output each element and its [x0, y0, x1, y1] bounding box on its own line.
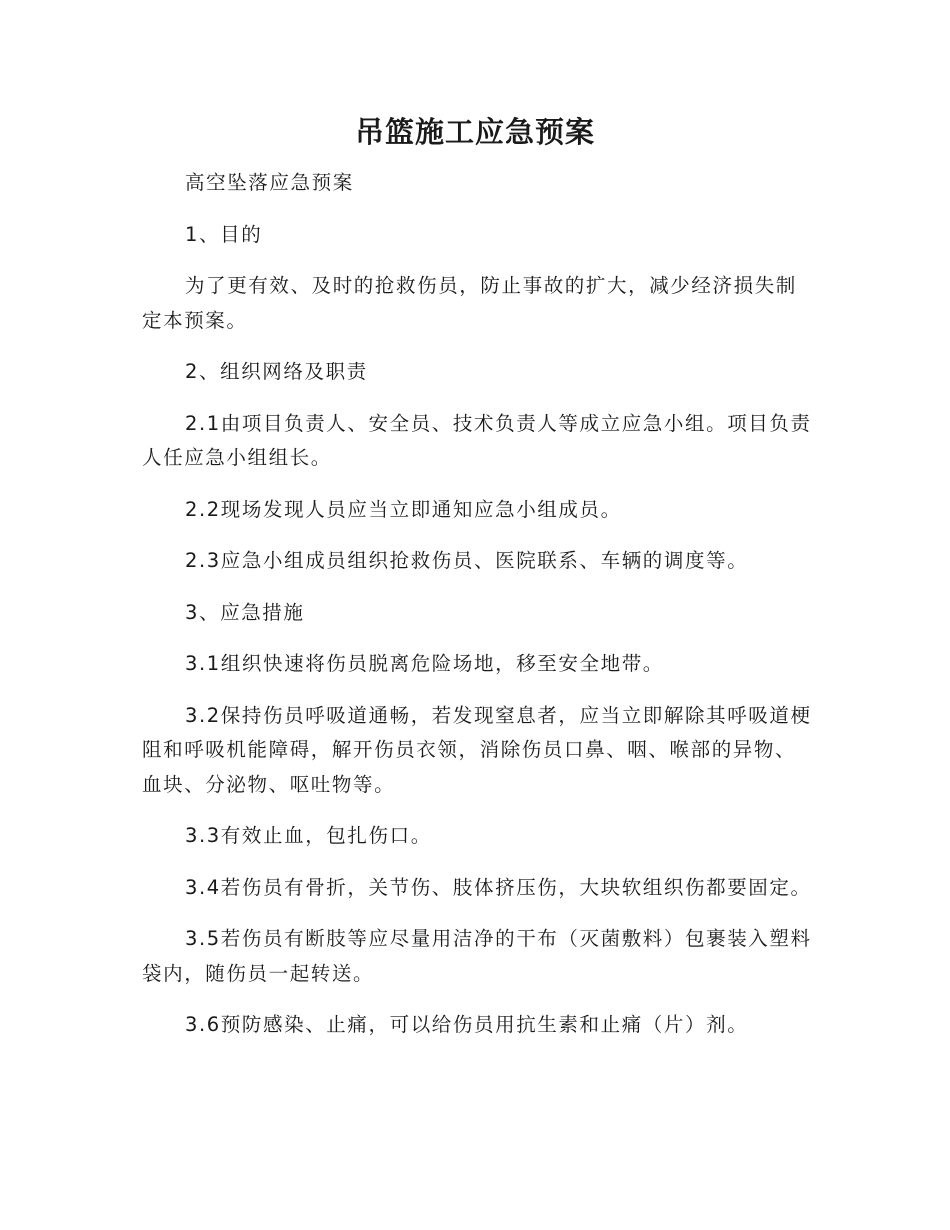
document-body	[142, 166, 812, 1060]
body-paragraph: 2.2现场发现人员应当立即通知应急小组成员。	[185, 497, 622, 521]
body-paragraph: 为了更有效、及时的抢救伤员，防止事故的扩大，减少经济损失制定本预案。	[142, 274, 797, 332]
body-paragraph: 3.1组织快速将伤员脱离危险场地，移至安全地带。	[185, 652, 664, 675]
section-heading: 3、应急措施	[185, 600, 305, 624]
section-heading: 2、组织网络及职责	[185, 360, 368, 383]
section-heading: 高空坠落应急预案	[185, 171, 354, 194]
body-paragraph: 3.3有效止血，包扎伤口。	[185, 824, 432, 847]
body-paragraph: 2.1由项目负责人、安全员、技术负责人等成立应急小组。项目负责人任应急小组组长。	[142, 411, 812, 469]
section-heading: 1、目的	[185, 222, 263, 246]
body-paragraph: 3.6预防感染、止痛，可以给伤员用抗生素和止痛（片）剂。	[185, 1013, 749, 1036]
body-paragraph: 3.2保持伤员呼吸道通畅，若发现窒息者，应当立即解除其呼吸道梗阻和呼吸机能障碍，解开伤员衣领，消除伤员口鼻、咽、喉部的异物、血块、分泌物、呕吐物等。	[142, 703, 812, 796]
body-paragraph: 3.5若伤员有断肢等应尽量用洁净的干布（灭菌敷料）包裹装入塑料袋内，随伤员一起转送。	[142, 927, 812, 985]
document-title: 吊篮施工应急预案	[354, 115, 595, 149]
body-paragraph: 3.4若伤员有骨折，关节伤、肢体挤压伤，大块软组织伤都要固定。	[185, 875, 812, 899]
body-paragraph: 2.3应急小组成员组织抢救伤员、医院联系、车辆的调度等。	[185, 549, 749, 572]
